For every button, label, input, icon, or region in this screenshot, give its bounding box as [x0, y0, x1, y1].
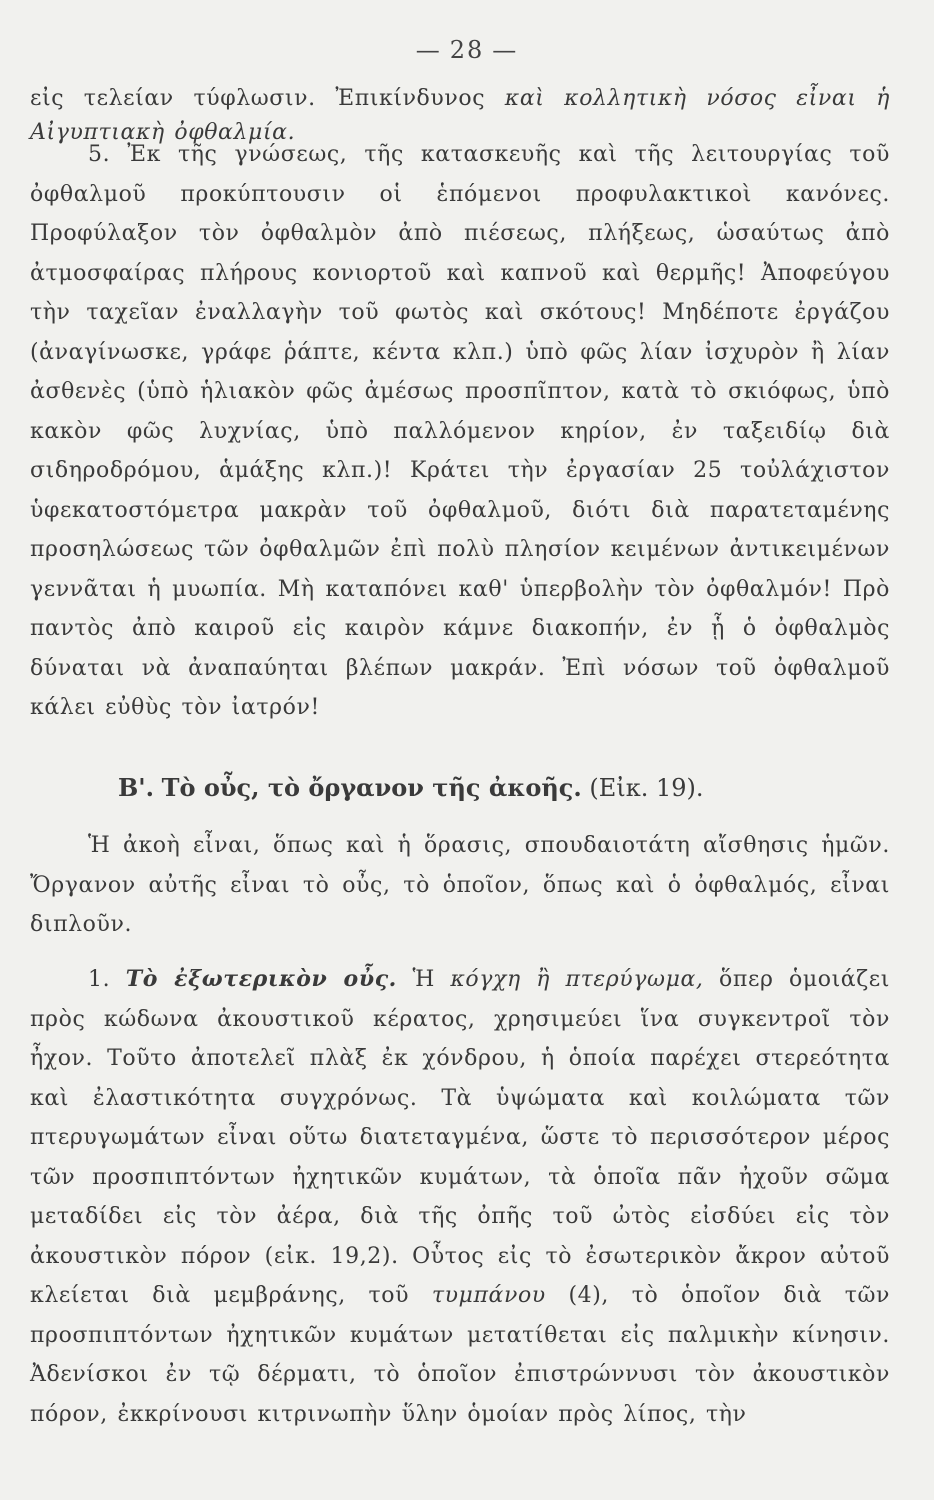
paragraph-blindness-italic: καὶ κολλητικὴ νόσος εἶναι ἡ Αἰγυπτιακὴ ὀφθαλμία. [30, 86, 890, 145]
page-number-dash-left: — [415, 36, 442, 64]
paragraph-hearing-text: Ἡ ἀκοὴ εἶναι, ὅπως καὶ ἡ ὅρασις, σπουδαιοτάτη αἴσθησις ἡμῶν. Ὄργανον αὐτῆς εἶναι τὸ οὖς, τὸ ὁποῖον, ὅπως καὶ ὁ ὀφθαλμός, εἶναι διπλοῦν. [30, 833, 890, 937]
section-heading-letter: Β'. [118, 773, 154, 802]
paragraph-outer-ear-italic1: κόγχη ἢ πτερύγωμα, [450, 967, 704, 992]
paragraph-blindness-text: εἰς τελείαν τύφλωσιν. Ἐπικίνδυνος [30, 86, 505, 111]
page-number-dash-right: — [492, 36, 519, 64]
paragraph-eye-rules [30, 135, 890, 728]
paragraph-outer-ear-number: 1. [88, 967, 111, 992]
paragraph-eye-rules-text: Ἐκ τῆς γνώσεως, τῆς κατασκευῆς καὶ τῆς λειτουργίας τοῦ ὀφθαλμοῦ προκύπτουσιν οἱ ἑπόμενοι προφυλακτικοὶ κανόνες. Προφύλαξον τὸν ὀφθαλμὸν ἀπὸ πιέσεως, πλήξεως, ὡσαύτως ἀπὸ ἀτμοσφαίρας πλήρους κονιορτοῦ καὶ καπνοῦ καὶ θερμῆς! Ἀποφεύγου τὴν ταχεῖαν ἐναλλαγὴν τοῦ φωτὸς καὶ σκότους! Μηδέποτε ἐργάζου (ἀναγίνωσκε, γράφε ῥάπτε, κέντα κλπ.) ὑπὸ φῶς λίαν ἰσχυρὸν ἢ λίαν ἀσθενὲς (ὑπὸ ἡλιακὸν φῶς ἀμέσως προσπῖπτον, κατὰ τὸ σκιόφως, ὑπὸ κακὸν φῶς λυχνίας, ὑπὸ παλλόμενον κηρίον, ἐν ταξειδίῳ διὰ σιδηροδρόμου, ἁμάξης κλπ.)! Κράτει τὴν ἐργασίαν 25 τοὐλάχιστον ὑφεκατοστόμετρα μακρὰν τοῦ ὀφθαλμοῦ, διότι διὰ παρατεταμένης προσηλώσεως τῶν ὀφθαλμῶν ἐπὶ πολὺ πλησίον κειμένων ἀντικειμένων γεννᾶται ἡ μυωπία. Μὴ καταπόνει καθ' ὑπερβολὴν τὸν ὀφθαλμόν! Πρὸ παντὸς ἀπὸ καιροῦ εἰς καιρὸν κάμνε διακοπήν, ἐν ᾗ ὁ ὀφθαλμὸς δύναται νὰ ἀναπαύηται βλέπων μακράν. Ἐπὶ νόσων τοῦ ὀφθαλμοῦ κάλει εὐθὺς τὸν ἰατρόν! [30, 142, 891, 720]
paragraph-outer-ear-italic2: τυμπάνου [431, 1283, 546, 1308]
section-heading [118, 768, 878, 808]
paragraph-outer-ear [30, 960, 890, 1434]
paragraph-eye-rules-number: 5. [88, 142, 111, 167]
paragraph-outer-ear-part3: (4), τὸ ὁποῖον διὰ τῶν προσπιπτόντων ἠχητικῶν κυμάτων μετατίθεται εἰς παλμικὴν κίνησιν. Ἀδενίσκοι ἐν τῷ δέρματι, τὸ ὁποῖον ἐπιστρώννυσι τὸν ἀκουστικὸν πόρον, ἐκκρίνουσι κιτρινωπὴν ὕλην ὁμοίαν πρὸς λίπος, τὴν [30, 1283, 890, 1427]
section-heading-figure-ref: (Εἰκ. 19). [589, 774, 704, 802]
paragraph-outer-ear-part1: Ἡ [396, 967, 451, 992]
paragraph-outer-ear-title: Τὸ ἐξωτερικὸν οὖς. [125, 966, 397, 992]
paragraph-outer-ear-part2: ὅπερ ὁμοιάζει πρὸς κώδωνα ἀκουστικοῦ κέρατος, χρησιμεύει ἵνα συγκεντροῖ τὸν ἦχον. Τοῦτο ἀποτελεῖ πλὰξ ἐκ χόνδρου, ἡ ὁποία παρέχει στερεότητα καὶ ἐλαστικότητα συγχρόνως. Τὰ ὑψώματα καὶ κοιλώματα τῶν πτερυγωμάτων εἶναι οὕτω διατεταγμένα, ὥστε τὸ περισσότερον μέρος τῶν προσπιπτόντων ἠχητικῶν κυμάτων, τὰ ὁποῖα πᾶν ἠχοῦν σῶμα μεταδίδει εἰς τὸν ἀέρα, διὰ τῆς ὀπῆς τοῦ ὠτὸς εἰσδύει εἰς τὸν ἀκουστικὸν πόρον (εἰκ. 19,2). Οὗτος εἰς τὸ ἐσωτερικὸν ἄκρον αὐτοῦ κλείεται διὰ μεμβράνης, τοῦ [30, 967, 891, 1308]
page-number-value: 28 [449, 36, 485, 64]
paragraph-hearing [30, 826, 890, 945]
page-number [0, 36, 934, 64]
section-heading-title: Τὸ οὖς, τὸ ὄργανον τῆς ἀκοῆς. [161, 773, 582, 802]
